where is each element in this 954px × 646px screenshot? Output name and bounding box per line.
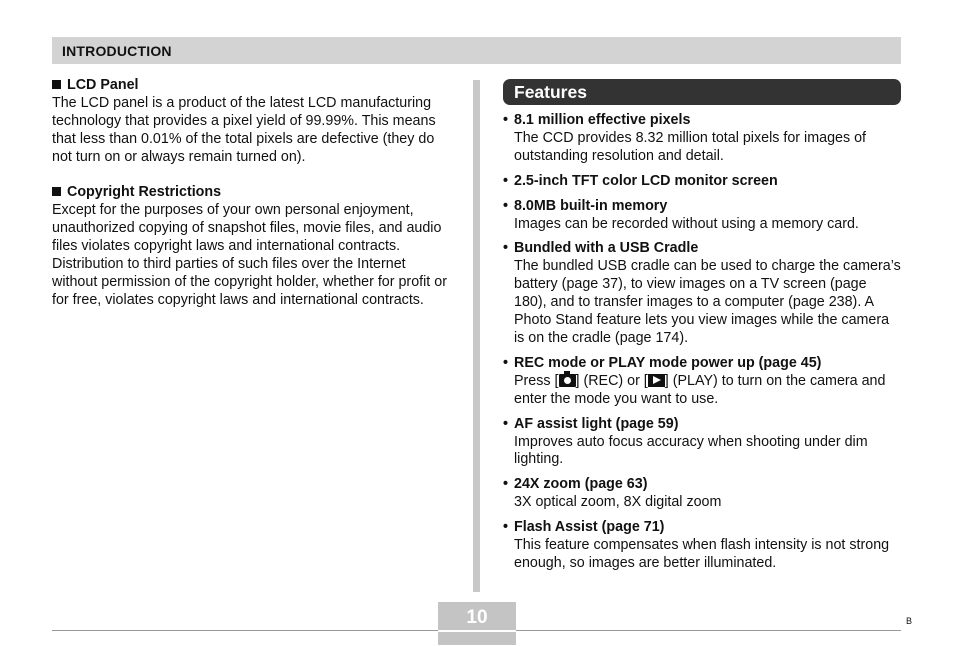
play-icon <box>648 374 665 387</box>
feature-title: 24X zoom (page 63) <box>514 476 648 493</box>
feature-desc: 3X optical zoom, 8X digital zoom <box>514 494 722 511</box>
feature-item: • REC mode or PLAY mode power up (page 45) Press [ ] (REC) or [ ] (PLAY) to turn on the camera and enter the mode you want to use. <box>503 355 901 409</box>
feature-desc: The CCD provides 8.32 million total pixels for images of outstanding resolution and detail. <box>514 129 867 164</box>
corner-mark: B <box>906 616 913 626</box>
page-number: 10 <box>466 607 488 628</box>
feature-item: • AF assist light (page 59) Improves auto focus accuracy when shooting under dim lighting. <box>503 416 901 470</box>
feature-desc: Images can be recorded without using a memory card. <box>514 215 859 232</box>
features-title-bar <box>503 79 901 105</box>
feature-desc: Improves auto focus accuracy when shooting under dim lighting. <box>514 433 868 468</box>
copyright-text-1: Except for the purposes of your own personal enjoyment, unauthorized copying of snapshot files, movie files, and audio files violates copyright laws and international contracts. <box>52 202 442 255</box>
column-divider <box>473 80 480 592</box>
feature-item: • 24X zoom (page 63) 3X optical zoom, 8X digital zoom <box>503 476 901 512</box>
features-list <box>503 112 901 580</box>
camera-icon <box>559 374 576 387</box>
square-bullet-icon <box>52 187 61 196</box>
feature-item: • 8.1 million effective pixels The CCD provides 8.32 million total pixels for images of outstanding resolution and detail. <box>503 112 901 166</box>
feature-desc: This feature compensates when flash intensity is not strong enough, so images are better illuminated. <box>514 537 890 571</box>
page-number-box <box>438 602 516 645</box>
feature-title: Bundled with a USB Cradle <box>514 240 699 257</box>
feature-title: 2.5-inch TFT color LCD monitor screen <box>514 172 778 189</box>
section-header-bar <box>52 37 901 64</box>
features-title: Features <box>514 82 587 102</box>
feature-desc: Press [ ] (REC) or [ ] (PLAY) to turn on the camera and enter the mode you want to use. <box>514 372 886 407</box>
feature-desc: The bundled USB cradle can be used to charge the camera’s battery (page 37), to view images on a TV screen (page 180), and to transfer images to a computer (page 238). A Photo Stand feature lets you view images while the camera is on the cradle (page 174). <box>514 258 901 346</box>
copyright-text-2: Distribution to third parties of such files over the Internet without permission of the copyright holder, whether for profit or for free, violates copyright laws and international contracts. <box>52 256 447 308</box>
lcd-panel-text: The LCD panel is a product of the latest LCD manufacturing technology that provides a pixel yield of 99.99%. This means that less than 0.01% of the total pixels are defective (they do not turn on or always remain turned on). <box>52 94 436 165</box>
copyright-heading: Copyright Restrictions <box>52 184 454 202</box>
section-label: INTRODUCTION <box>62 43 172 59</box>
feature-title: 8.1 million effective pixels <box>514 112 691 128</box>
feature-item: • 2.5-inch TFT color LCD monitor screen <box>503 173 901 191</box>
feature-title: AF assist light (page 59) <box>514 415 679 432</box>
lcd-panel-heading: LCD Panel <box>52 77 454 95</box>
square-bullet-icon <box>52 80 61 89</box>
left-column <box>52 77 454 310</box>
feature-title: 8.0MB built-in memory <box>514 197 668 214</box>
feature-item: • Bundled with a USB Cradle The bundled USB cradle can be used to charge the camera’s battery (page 37), to view images on a TV screen (page 180), and to transfer images to a computer (page 238). A Photo Stand feature lets you view images while the camera is on the cradle (page 174). <box>503 240 901 346</box>
feature-item: • Flash Assist (page 71) This feature compensates when flash intensity is not strong enough, so images are better illuminated. <box>503 519 901 573</box>
feature-item: • 8.0MB built-in memory Images can be recorded without using a memory card. <box>503 198 901 234</box>
feature-title: Flash Assist (page 71) <box>514 519 665 536</box>
feature-title: REC mode or PLAY mode power up (page 45) <box>514 354 822 371</box>
